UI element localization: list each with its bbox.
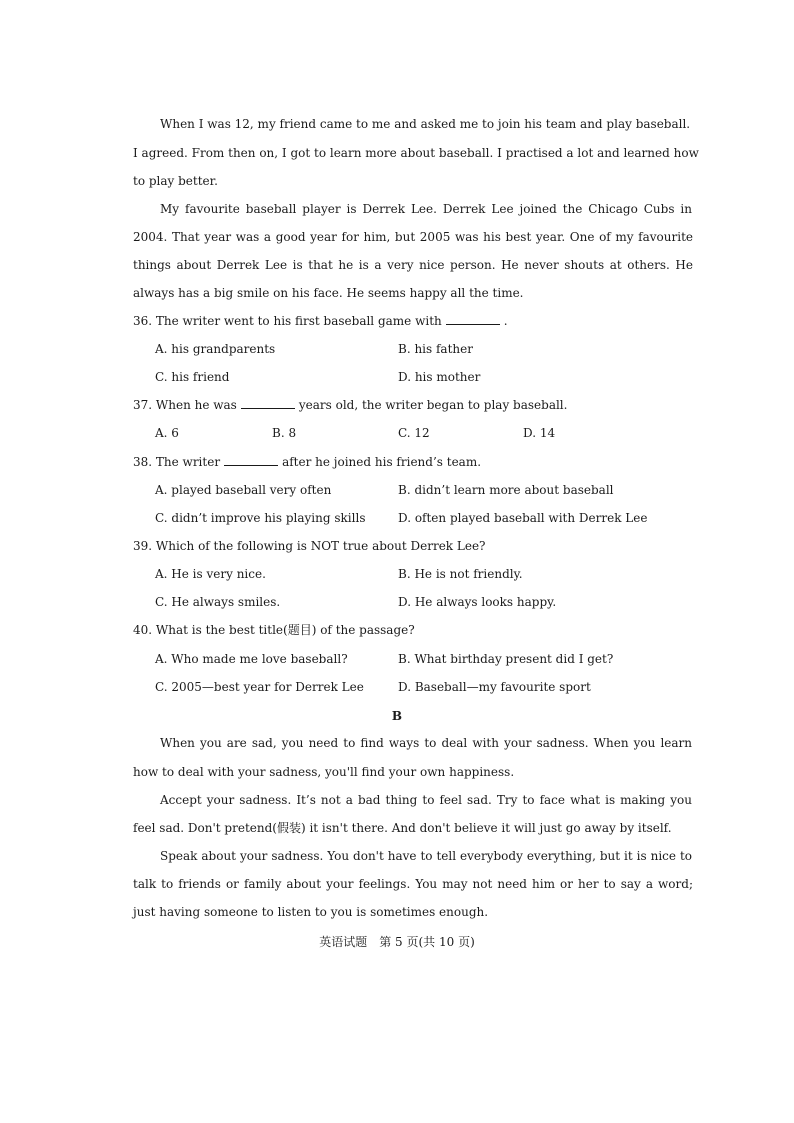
question-40-option-a: A. Who made me love baseball?	[155, 652, 348, 666]
passage-a-p2-line-2: 2004. That year was a good year for him, but 2005 was his best year. One of my favourite	[133, 230, 693, 244]
question-37-option-a: A. 6	[155, 426, 179, 440]
question-40	[133, 622, 415, 638]
question-38-stem: 38. The writer	[133, 455, 221, 469]
section-b-p3-line-3: just having someone to listen to you is sometimes enough.	[133, 905, 489, 919]
answer-blank	[241, 397, 295, 409]
section-b-heading: B	[391, 709, 403, 723]
question-36-option-a: A. his grandparents	[155, 342, 276, 356]
section-b-p3-line-2: talk to friends or family about your feelings. You may not need him or her to say a word;	[133, 877, 693, 891]
question-40-option-c: C. 2005—best year for Derrek Lee	[155, 680, 364, 694]
question-38-stem-end: after he joined his friend’s team.	[282, 455, 482, 469]
question-36-stem-end: .	[503, 314, 508, 328]
section-b-p1-line-2: how to deal with your sadness, you'll find your own happiness.	[133, 765, 515, 779]
question-40-stem: 40. What is the best title(题目) of the passage?	[133, 623, 415, 637]
section-b-p2-line-2: feel sad. Don't pretend(假装) it isn't there. And don't believe it will just go away by itself.	[133, 821, 672, 835]
question-36-stem: 36. The writer went to his first baseball game with	[133, 314, 442, 328]
passage-a-p1-line-1: When I was 12, my friend came to me and asked me to join his team and play baseball.	[160, 117, 691, 131]
question-36-option-b: B. his father	[398, 342, 473, 356]
question-39-stem: 39. Which of the following is NOT true about Derrek Lee?	[133, 539, 486, 553]
section-b-p2-line-1: Accept your sadness. It’s not a bad thing to feel sad. Try to face what is making you	[160, 793, 692, 807]
question-39-option-c: C. He always smiles.	[155, 595, 281, 609]
passage-a-p2-line-4: always has a big smile on his face. He seems happy all the time.	[133, 286, 524, 300]
question-37-stem-end: years old, the writer began to play baseball.	[298, 398, 568, 412]
section-b-p3-line-1: Speak about your sadness. You don't have to tell everybody everything, but it is nice to	[160, 849, 692, 863]
question-39-option-b: B. He is not friendly.	[398, 567, 523, 581]
passage-a-p1-line-3: to play better.	[133, 174, 218, 188]
question-37	[133, 397, 567, 413]
section-b-p1-line-1: When you are sad, you need to find ways to deal with your sadness. When you learn	[160, 736, 692, 750]
passage-a-p2-line-3: things about Derrek Lee is that he is a very nice person. He never shouts at others. He	[133, 258, 693, 272]
passage-a-p1-line-2: I agreed. From then on, I got to learn more about baseball. I practised a lot and learned how	[133, 146, 699, 160]
question-38-option-b: B. didn’t learn more about baseball	[398, 483, 614, 497]
question-37-option-b: B. 8	[272, 426, 297, 440]
question-37-option-d: D. 14	[523, 426, 556, 440]
question-38	[133, 454, 481, 470]
question-37-stem: 37. When he was	[133, 398, 237, 412]
question-37-option-c: C. 12	[398, 426, 430, 440]
passage-a-p2-line-1: My favourite baseball player is Derrek Lee. Derrek Lee joined the Chicago Cubs in	[160, 202, 692, 216]
question-39-option-d: D. He always looks happy.	[398, 595, 557, 609]
question-36-option-d: D. his mother	[398, 370, 481, 384]
page-footer: 英语试题 第 5 页(共 10 页)	[319, 935, 475, 949]
question-38-option-a: A. played baseball very often	[155, 483, 332, 497]
question-40-option-d: D. Baseball—my favourite sport	[398, 680, 591, 694]
question-40-option-b: B. What birthday present did I get?	[398, 652, 614, 666]
question-38-option-d: D. often played baseball with Derrek Lee	[398, 511, 648, 525]
question-38-option-c: C. didn’t improve his playing skills	[155, 511, 366, 525]
answer-blank	[224, 454, 278, 466]
question-39	[133, 538, 486, 554]
question-36-option-c: C. his friend	[155, 370, 230, 384]
answer-blank	[446, 313, 500, 325]
question-39-option-a: A. He is very nice.	[155, 567, 266, 581]
question-36	[133, 313, 508, 329]
